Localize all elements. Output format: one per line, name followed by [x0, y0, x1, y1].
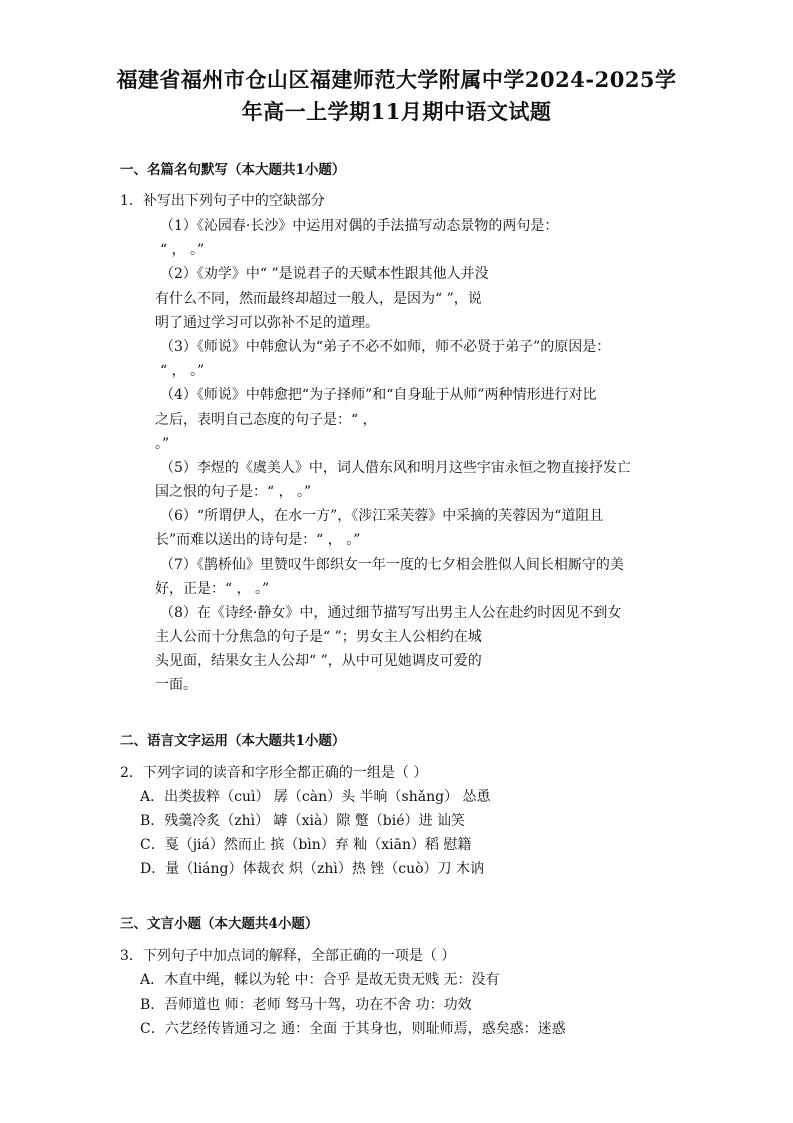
q2-option-b: B．残羹冷炙（zhì） 罅（xià）隙 蹩（bié）进 讪笑	[140, 813, 465, 829]
q1-line: 头见面，结果女主人公却“ ”，从中可见她调皮可爱的	[155, 653, 482, 669]
q1-line: （8）在《诗经·静女》中，通过细节描写写出男主人公在赴约时因见不到女	[160, 605, 622, 621]
title-line-1: 福建省福州市仓山区福建师范大学附属中学2024-2025学	[116, 67, 677, 92]
q1-line: 长”而难以送出的诗句是：“ ， 。”	[155, 532, 361, 548]
q3-option-c: C．六艺经传皆通习之 通：全面 于其身也，则耻师焉，惑矣惑：迷惑	[140, 1021, 566, 1037]
q1-line: “ ， 。”	[160, 242, 205, 258]
document-title	[100, 64, 693, 128]
q1-line: 国之恨的句子是：“ ， 。”	[155, 484, 312, 500]
q1-line: （4）《师说》中韩愈把“为子择师”和“自身耻于从师”两种情形进行对比	[160, 387, 597, 403]
title-line-2: 年高一上学期11月期中语文试题	[241, 99, 552, 124]
question-2-stem: 2．下列字词的读音和字形全都正确的一组是（ ）	[120, 765, 428, 781]
section-heading-1: 一、名篇名句默写（本大题共1小题）	[120, 162, 346, 178]
q2-option-d: D．量（liáng）体裁衣 炽（zhì）热 锉（cuò）刀 木讷	[140, 861, 485, 877]
q2-option-c: C．戛（jiá）然而止 摈（bìn）弃 籼（xiān）稻 慰籍	[140, 837, 472, 853]
q1-line: （5）李煜的《虞美人》中，词人借东风和明月这些宇宙永恒之物直接抒发亡	[160, 460, 631, 476]
q1-line: 之后，表明自己态度的句子是：“ ，	[155, 412, 377, 428]
q1-line: （1）《沁园春·长沙》中运用对偶的手法描写动态景物的两句是：	[160, 218, 559, 234]
q1-line: （6）“所谓伊人，在水一方”，《涉江采芙蓉》中采摘的芙蓉因为“道阻且	[160, 508, 604, 524]
q3-option-b: B．吾师道也 师：老师 驽马十驾，功在不舍 功：功效	[140, 997, 472, 1013]
q1-line: 主人公而十分焦急的句子是“ ”；男女主人公相约在城	[155, 629, 482, 645]
q2-option-a: A．出类拔粹（cuì） 孱（càn）头 半晌（shǎng） 怂恿	[140, 789, 491, 805]
q1-line: 明了通过学习可以弥补不足的道理。	[155, 315, 379, 331]
q1-line: （7）《鹊桥仙》里赞叹牛郎织女一年一度的七夕相会胜似人间长相厮守的美	[160, 557, 624, 573]
section-heading-3: 三、文言小题（本大题共4小题）	[120, 916, 319, 932]
q1-line: 有什么不同，然而最终却超过一般人，是因为“ ”，说	[155, 291, 482, 307]
q1-line: （2）《劝学》中“ ”是说君子的天赋本性跟其他人并没	[160, 266, 489, 282]
q1-line: 。”	[155, 436, 170, 452]
question-1-stem: 1．补写出下列句子中的空缺部分	[120, 193, 325, 209]
q1-line: 好，正是：“ ， 。”	[155, 581, 270, 597]
q1-line: 一面。	[155, 677, 197, 693]
q3-option-a: A．木直中绳，輮以为轮 中：合乎 是故无贵无贱 无：没有	[140, 972, 500, 988]
q1-line: （3）《师说》中韩愈认为“弟子不必不如师，师不必贤于弟子”的原因是：	[160, 339, 611, 355]
section-heading-2: 二、语言文字运用（本大题共1小题）	[120, 733, 346, 749]
question-3-stem: 3．下列句子中加点词的解释，全部正确的一项是（ ）	[120, 948, 456, 964]
q1-line: “ ， 。”	[160, 363, 205, 379]
